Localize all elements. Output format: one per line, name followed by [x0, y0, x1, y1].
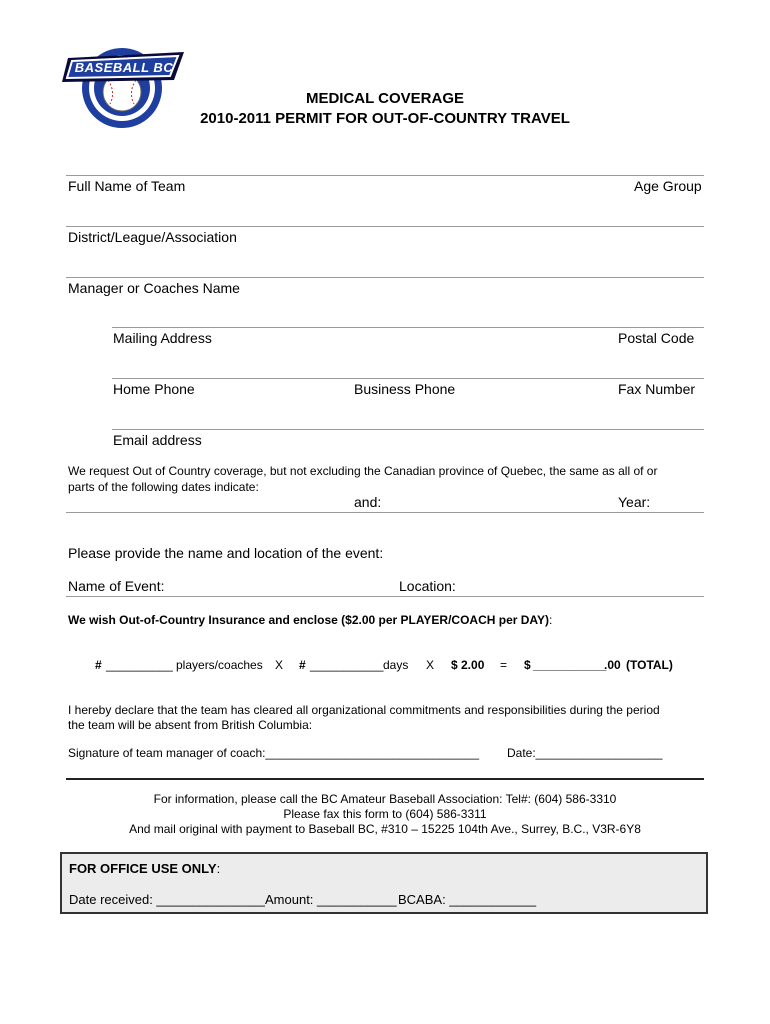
- bcaba-field[interactable]: BCABA: ____________: [398, 892, 537, 907]
- total-dollar: $: [524, 658, 531, 672]
- business-phone-field[interactable]: Business Phone: [354, 381, 456, 397]
- days-label: days: [383, 658, 409, 672]
- signature-field[interactable]: Signature of team manager of coach:________________________________: [68, 746, 480, 760]
- days-blank[interactable]: ___________: [310, 658, 384, 672]
- year-field[interactable]: Year:: [618, 494, 651, 510]
- multiply-sign-1: X: [275, 658, 284, 672]
- office-heading-text: FOR OFFICE USE ONLY: [69, 861, 217, 876]
- postal-code-field[interactable]: Postal Code: [618, 330, 695, 346]
- insurance-heading-colon: :: [549, 613, 553, 627]
- date-field[interactable]: Date:___________________: [507, 746, 663, 760]
- multiply-sign-2: X: [426, 658, 435, 672]
- fax-number-field[interactable]: Fax Number: [618, 381, 696, 397]
- district-field[interactable]: District/League/Association: [68, 229, 237, 245]
- email-field[interactable]: Email address: [113, 432, 202, 448]
- total-label: (TOTAL): [626, 658, 673, 672]
- declaration-line2: the team will be absent from British Columbia:: [68, 718, 313, 732]
- players-label: players/coaches: [176, 658, 263, 672]
- declaration-line1: I hereby declare that the team has cleared all organizational commitments and responsibilities during the period: [68, 703, 660, 717]
- rate-value: $ 2.00: [451, 658, 485, 672]
- request-text-line2: parts of the following dates indicate:: [68, 480, 259, 494]
- dates-and-label[interactable]: and:: [354, 494, 382, 510]
- office-heading-colon: :: [216, 861, 221, 876]
- total-cents: .00: [604, 658, 621, 672]
- insurance-heading-text: We wish Out-of-Country Insurance and enclose ($2.00 per PLAYER/COACH per DAY): [68, 613, 549, 627]
- section-divider: [66, 778, 704, 780]
- info-line1: For information, please call the BC Amateur Baseball Association: Tel#: (604) 586-3310: [153, 792, 617, 806]
- amount-field[interactable]: Amount: ___________: [265, 892, 397, 907]
- logo-text: BASEBALL BC: [74, 60, 174, 75]
- home-phone-field[interactable]: Home Phone: [113, 381, 195, 397]
- request-text-line1: We request Out of Country coverage, but not excluding the Canadian province of Quebec, the same as all of or: [68, 464, 658, 478]
- info-line2: Please fax this form to (604) 586-3311: [283, 807, 487, 821]
- days-hash: #: [299, 658, 306, 672]
- manager-field[interactable]: Manager or Coaches Name: [68, 280, 240, 296]
- total-blank[interactable]: ___________: [533, 658, 607, 672]
- info-line3: And mail original with payment to Baseball BC, #310 – 15225 104th Ave., Surrey, B.C., V3R-6Y8: [129, 822, 641, 836]
- event-prompt: Please provide the name and location of the event:: [68, 545, 384, 561]
- equals-sign: =: [500, 658, 508, 672]
- page-title-line2: 2010-2011 PERMIT FOR OUT-OF-COUNTRY TRAVEL: [200, 110, 570, 127]
- office-use-box: [60, 852, 708, 914]
- office-heading: [69, 861, 220, 876]
- team-name-field[interactable]: Full Name of Team: [68, 178, 186, 194]
- players-hash: #: [95, 658, 102, 672]
- page-title-line1: MEDICAL COVERAGE: [305, 90, 465, 107]
- event-location-field[interactable]: Location:: [399, 578, 456, 594]
- players-blank[interactable]: __________: [106, 658, 173, 672]
- event-name-field[interactable]: Name of Event:: [68, 578, 165, 594]
- date-received-field[interactable]: Date received: _______________: [69, 892, 265, 907]
- mailing-address-field[interactable]: Mailing Address: [113, 330, 212, 346]
- insurance-heading: [68, 613, 552, 627]
- age-group-field[interactable]: Age Group: [634, 178, 702, 194]
